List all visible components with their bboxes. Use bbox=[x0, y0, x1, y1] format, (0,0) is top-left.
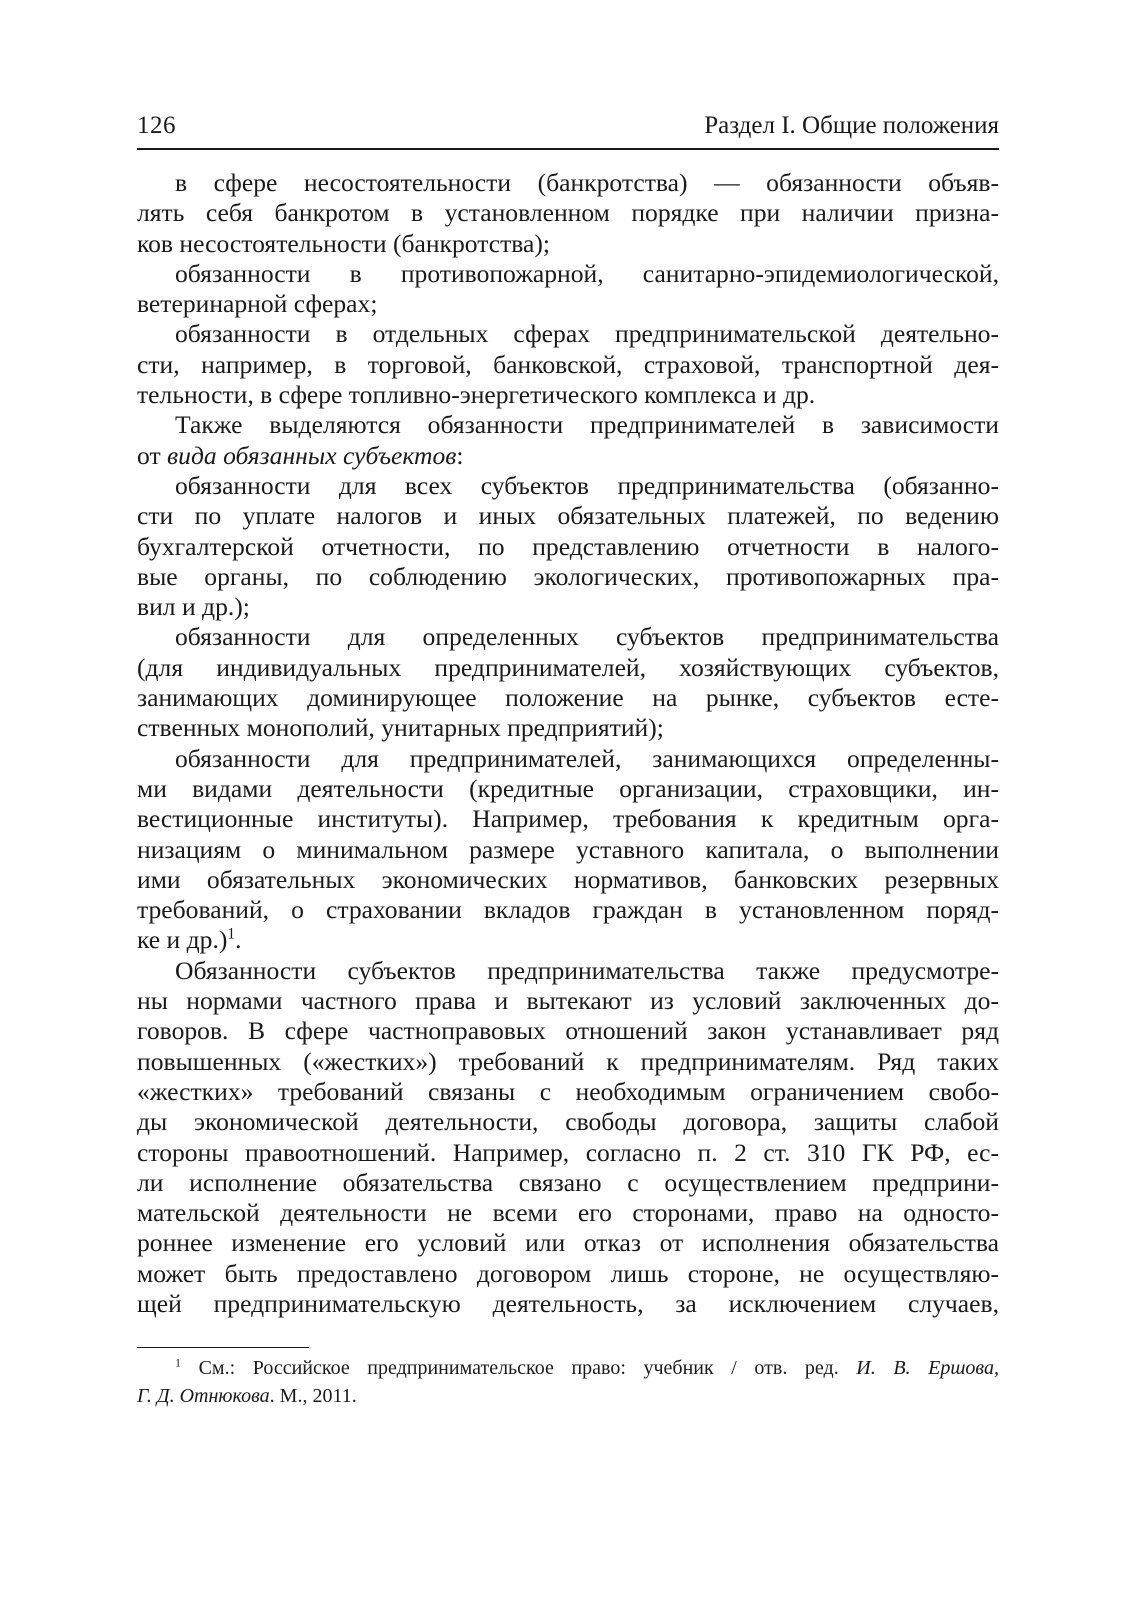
text-line bbox=[137, 1138, 999, 1168]
text-segment: занимающих доминирующее положение на рынке, субъектов есте- bbox=[137, 683, 999, 713]
body-text bbox=[137, 168, 999, 1319]
text-line bbox=[137, 683, 999, 713]
text-segment: обязанности для предпринимателей, занимающихся определенны- bbox=[175, 743, 999, 773]
text-line bbox=[137, 471, 999, 501]
text-line bbox=[137, 1047, 999, 1077]
text-line bbox=[137, 1168, 999, 1198]
text-segment: ми видами деятельности (кредитные организации, страховщики, ин- bbox=[137, 773, 999, 803]
text-segment: обязанности для всех субъектов предпринимательства (обязанно- bbox=[175, 470, 999, 500]
text-line bbox=[137, 259, 999, 289]
text-line bbox=[137, 380, 999, 410]
footnote-ref: 1 bbox=[227, 925, 236, 943]
text-line bbox=[137, 774, 999, 804]
text-line bbox=[137, 804, 999, 834]
text-segment: может быть предоставлено договором лишь стороне, не осуществляю- bbox=[137, 1258, 999, 1288]
text-line bbox=[137, 410, 999, 440]
text-line bbox=[137, 622, 999, 652]
footnote-line-2 bbox=[137, 1382, 999, 1410]
text-line bbox=[137, 653, 999, 683]
text-segment: ветеринарной сферах; bbox=[137, 289, 378, 319]
text-line bbox=[137, 713, 999, 743]
text-line bbox=[137, 925, 999, 955]
footnote bbox=[137, 1354, 999, 1410]
text-line bbox=[137, 956, 999, 986]
text-line bbox=[137, 198, 999, 228]
text-line bbox=[137, 835, 999, 865]
text-line bbox=[137, 865, 999, 895]
footnote-editor-2: Г. Д. Отнюкова bbox=[137, 1385, 270, 1408]
page bbox=[137, 112, 999, 1410]
text-segment: от bbox=[137, 440, 168, 470]
text-segment: вил и др.); bbox=[137, 592, 250, 622]
text-line bbox=[137, 501, 999, 531]
footnote-editor-1: И. В. Ершова, bbox=[856, 1357, 999, 1380]
text-segment: щей предпринимательскую деятельность, за исключением случаев, bbox=[137, 1288, 999, 1318]
text-segment: обязанности для определенных субъектов предпринимательства bbox=[175, 622, 999, 652]
text-line bbox=[137, 1259, 999, 1289]
text-line bbox=[137, 1107, 999, 1137]
text-segment: обязанности в отдельных сферах предпринимательской деятельно- bbox=[175, 319, 999, 349]
footnote-marker: 1 bbox=[175, 1355, 181, 1370]
text-line bbox=[137, 168, 999, 198]
text-segment: мательской деятельности не всеми его сторонами, право на односто- bbox=[137, 1198, 999, 1228]
text-line bbox=[137, 1077, 999, 1107]
text-segment: ды экономической деятельности, свободы договора, защиты слабой bbox=[137, 1107, 999, 1137]
text-line bbox=[137, 441, 999, 471]
text-line bbox=[137, 895, 999, 925]
text-segment: роннее изменение его условий или отказ от исполнения обязательства bbox=[137, 1228, 999, 1258]
text-segment: обязанности в противопожарной, санитарно-эпидемиологической, bbox=[175, 258, 999, 288]
text-line bbox=[137, 289, 999, 319]
text-segment: ков несостоятельности (банкротства); bbox=[137, 228, 551, 258]
running-title: Раздел I. Общие положения bbox=[704, 112, 999, 139]
text-line bbox=[137, 1289, 999, 1319]
text-segment: ственных монополий, унитарных предприятий); bbox=[137, 713, 664, 743]
text-segment: ли исполнение обязательства связано с осуществлением предприни- bbox=[137, 1167, 999, 1197]
text-line bbox=[137, 229, 999, 259]
text-segment: ны нормами частного права и вытекают из условий заключенных до- bbox=[137, 986, 999, 1016]
text-segment: низациям о минимальном размере уставного капитала, о выполнении bbox=[137, 834, 999, 864]
text-line bbox=[137, 592, 999, 622]
text-segment: говоров. В сфере частноправовых отношений закон устанавливает ряд bbox=[137, 1016, 999, 1046]
text-segment: стороны правоотношений. Например, согласно п. 2 ст. 310 ГК РФ, ес- bbox=[137, 1137, 999, 1167]
text-segment: вида обязанных субъектов bbox=[167, 440, 457, 470]
footnote-text-2: . М., 2011. bbox=[269, 1385, 357, 1408]
text-line bbox=[137, 532, 999, 562]
running-header bbox=[137, 112, 999, 150]
text-line bbox=[137, 1016, 999, 1046]
text-segment: повышенных («жестких») требований к предпринимателям. Ряд таких bbox=[137, 1046, 999, 1076]
text-line bbox=[137, 350, 999, 380]
page-number: 126 bbox=[137, 112, 176, 139]
text-segment: ке и др.) bbox=[137, 925, 228, 955]
text-segment: лять себя банкротом в установленном порядке при наличии призна- bbox=[137, 198, 999, 228]
text-line bbox=[137, 319, 999, 349]
text-segment: вестиционные институты). Например, требования к кредитным орга- bbox=[137, 804, 999, 834]
text-segment: сти, например, в торговой, банковской, страховой, транспортной дея- bbox=[137, 349, 999, 379]
text-segment: Также выделяются обязанности предпринимателей в зависимости bbox=[175, 410, 999, 440]
footnote-line-1 bbox=[137, 1354, 999, 1382]
text-segment: требований, о страховании вкладов граждан в установленном поряд- bbox=[137, 895, 999, 925]
text-segment: в сфере несостоятельности (банкротства) — обязанности объяв- bbox=[175, 168, 999, 197]
text-segment: . bbox=[235, 925, 242, 955]
text-segment: тельности, в сфере топливно-энергетического комплекса и др. bbox=[137, 380, 816, 410]
footnote-separator bbox=[137, 1347, 309, 1348]
text-line bbox=[137, 744, 999, 774]
text-segment: сти по уплате налогов и иных обязательных платежей, по ведению bbox=[137, 501, 999, 531]
text-line bbox=[137, 1228, 999, 1258]
text-segment: вые органы, по соблюдению экологических, противопожарных пра- bbox=[137, 561, 999, 591]
text-segment: бухгалтерской отчетности, по представлению отчетности в налого- bbox=[137, 531, 999, 561]
text-line bbox=[137, 986, 999, 1016]
text-segment: Обязанности субъектов предпринимательства также предусмотре- bbox=[175, 955, 999, 985]
text-segment: «жестких» требований связаны с необходимым ограничением свобо- bbox=[137, 1076, 999, 1106]
text-segment: : bbox=[456, 440, 464, 470]
footnote-text-1: См.: Российское предпринимательское право: учебник / отв. ред. bbox=[181, 1357, 857, 1380]
text-line bbox=[137, 1198, 999, 1228]
text-line bbox=[137, 562, 999, 592]
text-segment: ими обязательных экономических нормативов, банковских резервных bbox=[137, 864, 999, 894]
text-segment: (для индивидуальных предпринимателей, хозяйствующих субъектов, bbox=[137, 652, 999, 682]
